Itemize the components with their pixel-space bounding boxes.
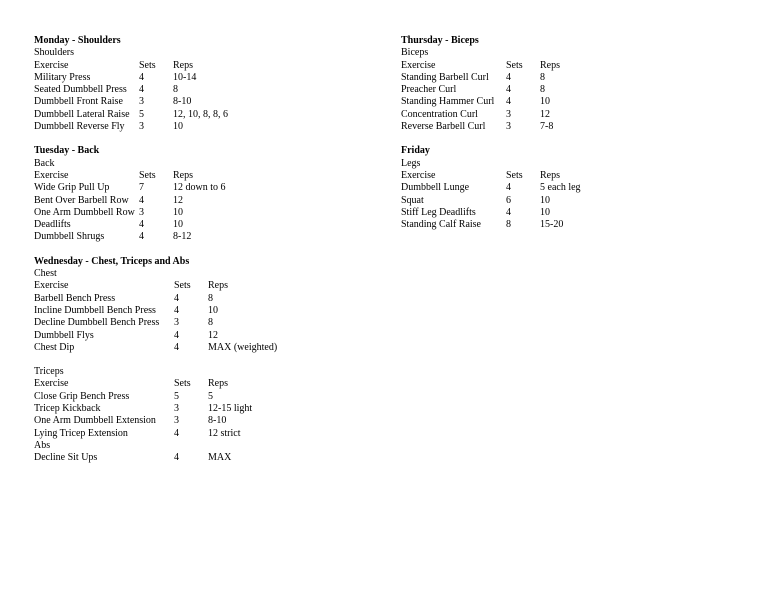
exercise-name: Stiff Leg Deadlifts xyxy=(401,206,476,218)
sets-value: 3 xyxy=(174,415,179,427)
exercise-name: One Arm Dumbbell Extension xyxy=(34,415,156,427)
exercise-name: Standing Barbell Curl xyxy=(401,71,489,83)
reps-value: 10 xyxy=(173,206,183,218)
exercise-name: Squat xyxy=(401,194,424,206)
sets-value: 3 xyxy=(506,121,511,133)
reps-value: 10 xyxy=(540,194,550,206)
exercise-header: Exercise xyxy=(401,169,436,181)
exercise-name: Dumbbell Shrugs xyxy=(34,231,105,243)
sets-value: 4 xyxy=(139,194,144,206)
exercise-row xyxy=(34,219,277,231)
header-row xyxy=(34,60,277,72)
sets-value: 3 xyxy=(139,206,144,218)
exercise-name: Dumbbell Lunge xyxy=(401,182,470,194)
reps-value: 12-15 light xyxy=(208,403,253,415)
exercise-name: Bent Over Barbell Row xyxy=(34,194,129,206)
exercise-row xyxy=(34,391,277,403)
sets-value: 3 xyxy=(174,403,179,415)
exercise-name: Tricep Kickback xyxy=(34,403,101,415)
exercise-name: Chest Dip xyxy=(34,341,75,353)
exercise-header: Exercise xyxy=(34,169,69,181)
header-row xyxy=(401,60,581,72)
sets-value: 4 xyxy=(174,341,179,353)
exercise-row xyxy=(401,109,581,121)
section-title: Monday - Shoulders xyxy=(34,35,121,46)
sets-value: 4 xyxy=(506,71,511,83)
exercise-name: Standing Calf Raise xyxy=(401,219,481,231)
exercise-header: Exercise xyxy=(401,59,436,71)
reps-header: Reps xyxy=(208,378,228,390)
exercise-row xyxy=(34,84,277,96)
exercise-row xyxy=(401,121,581,133)
reps-value: 12 down to 6 xyxy=(173,182,226,194)
sets-value: 5 xyxy=(139,108,144,120)
sets-value: 4 xyxy=(506,84,511,96)
sets-value: 4 xyxy=(174,427,179,439)
exercise-name: Lying Tricep Extension xyxy=(34,427,128,439)
exercise-row xyxy=(34,428,277,440)
exercise-name: Reverse Barbell Curl xyxy=(401,121,486,133)
sets-value: 5 xyxy=(174,390,179,402)
sets-value: 4 xyxy=(174,452,179,464)
exercise-name: Incline Dumbbell Bench Press xyxy=(34,304,156,316)
exercise-row xyxy=(34,305,277,317)
exercise-header: Exercise xyxy=(34,59,69,71)
reps-value: 10 xyxy=(173,121,183,133)
exercise-name: Concentration Curl xyxy=(401,108,478,120)
header-row xyxy=(34,170,277,182)
spacer xyxy=(34,354,277,366)
reps-value: MAX xyxy=(208,452,232,464)
reps-value: 10 xyxy=(540,96,550,108)
tuesday-section xyxy=(34,145,277,243)
exercise-name: Military Press xyxy=(34,71,91,83)
reps-value: 8 xyxy=(540,71,545,83)
reps-value: 8 xyxy=(208,292,213,304)
exercise-name: Preacher Curl xyxy=(401,84,457,96)
exercise-row xyxy=(34,317,277,329)
reps-value: 12 xyxy=(208,329,218,341)
sets-header: Sets xyxy=(139,59,156,71)
reps-value: 8-12 xyxy=(173,231,192,243)
exercise-row xyxy=(34,231,277,243)
section-title: Wednesday - Chest, Triceps and Abs xyxy=(34,255,190,267)
muscle-group: Biceps xyxy=(401,47,429,59)
exercise-row xyxy=(401,96,581,108)
exercise-row xyxy=(34,293,277,305)
exercise-row xyxy=(34,195,277,207)
sets-value: 4 xyxy=(139,219,144,231)
reps-value: 8-10 xyxy=(173,96,192,108)
exercise-row xyxy=(401,219,581,231)
reps-header: Reps xyxy=(173,169,193,181)
exercise-row xyxy=(34,415,277,427)
exercise-name: Seated Dumbbell Press xyxy=(34,84,127,96)
reps-value: 12, 10, 8, 8, 6 xyxy=(173,108,228,120)
exercise-row xyxy=(34,342,277,354)
reps-value: 12 xyxy=(540,108,550,120)
muscle-group: Legs xyxy=(401,157,421,169)
thursday-section xyxy=(401,35,581,133)
sets-value: 7 xyxy=(139,182,144,194)
right-column xyxy=(401,35,581,243)
reps-header: Reps xyxy=(540,59,560,71)
exercise-row xyxy=(401,207,581,219)
reps-value: 8 xyxy=(208,317,213,329)
exercise-row xyxy=(401,84,581,96)
muscle-group: Abs xyxy=(34,439,51,451)
reps-value: 10-14 xyxy=(173,71,197,83)
exercise-name: Barbell Bench Press xyxy=(34,292,116,304)
section-title: Friday xyxy=(401,145,430,157)
header-row xyxy=(401,170,581,182)
sets-value: 4 xyxy=(174,304,179,316)
exercise-row xyxy=(34,207,277,219)
exercise-name: Dumbbell Reverse Fly xyxy=(34,121,125,133)
reps-value: 8 xyxy=(540,84,545,96)
muscle-group: Shoulders xyxy=(34,47,74,59)
sets-header: Sets xyxy=(506,169,523,181)
muscle-group: Chest xyxy=(34,268,57,280)
sets-value: 4 xyxy=(139,84,144,96)
reps-value: 10 xyxy=(540,206,550,218)
exercise-name: Deadlifts xyxy=(34,219,71,231)
header-row xyxy=(34,378,277,390)
exercise-header: Exercise xyxy=(34,378,69,390)
reps-value: 15-20 xyxy=(540,219,564,231)
exercise-row xyxy=(34,403,277,415)
sets-value: 4 xyxy=(174,329,179,341)
exercise-name: Wide Grip Pull Up xyxy=(34,182,110,194)
sets-value: 4 xyxy=(506,182,511,194)
exercise-row xyxy=(34,109,277,121)
exercise-name: Dumbbell Lateral Raise xyxy=(34,108,130,120)
sets-header: Sets xyxy=(174,378,191,390)
reps-header: Reps xyxy=(173,59,193,71)
exercise-row xyxy=(34,182,277,194)
section-title: Thursday - Biceps xyxy=(401,35,479,46)
monday-section xyxy=(34,35,277,133)
exercise-row xyxy=(34,121,277,133)
reps-value: 12 xyxy=(173,194,183,206)
sets-value: 6 xyxy=(506,194,511,206)
exercise-name: Dumbbell Flys xyxy=(34,329,94,341)
sets-value: 8 xyxy=(506,219,511,231)
sets-value: 4 xyxy=(506,96,511,108)
reps-header: Reps xyxy=(208,280,228,292)
sets-header: Sets xyxy=(139,169,156,181)
exercise-name: Decline Dumbbell Bench Press xyxy=(34,317,160,329)
reps-value: 8 xyxy=(173,84,178,96)
left-column xyxy=(34,35,277,477)
sets-value: 4 xyxy=(174,292,179,304)
exercise-name: Decline Sit Ups xyxy=(34,452,98,464)
header-row xyxy=(34,280,277,292)
exercise-row xyxy=(34,452,277,464)
exercise-row xyxy=(34,96,277,108)
reps-value: 10 xyxy=(208,304,218,316)
sets-value: 3 xyxy=(174,317,179,329)
sets-header: Sets xyxy=(506,59,523,71)
exercise-name: Standing Hammer Curl xyxy=(401,96,495,108)
sets-value: 4 xyxy=(139,71,144,83)
sets-value: 4 xyxy=(506,206,511,218)
exercise-row xyxy=(401,195,581,207)
exercise-name: Dumbbell Front Raise xyxy=(34,96,123,108)
reps-value: 5 xyxy=(208,390,213,402)
reps-header: Reps xyxy=(540,169,560,181)
reps-value: 7-8 xyxy=(540,121,554,133)
friday-section xyxy=(401,145,581,231)
exercise-header: Exercise xyxy=(34,280,69,292)
sets-value: 3 xyxy=(139,121,144,133)
exercise-row xyxy=(34,72,277,84)
sets-value: 3 xyxy=(506,108,511,120)
reps-value: 10 xyxy=(173,219,183,231)
muscle-group: Back xyxy=(34,157,55,169)
section-title: Tuesday - Back xyxy=(34,145,100,157)
reps-value: MAX (weighted) xyxy=(208,341,278,353)
muscle-group: Triceps xyxy=(34,366,64,378)
exercise-row xyxy=(401,182,581,194)
sets-header: Sets xyxy=(174,280,191,292)
reps-value: 8-10 xyxy=(208,415,227,427)
exercise-name: One Arm Dumbbell Row xyxy=(34,206,135,218)
sets-value: 4 xyxy=(139,231,144,243)
reps-value: 5 each leg xyxy=(540,182,581,194)
exercise-name: Close Grip Bench Press xyxy=(34,390,130,402)
exercise-row xyxy=(401,72,581,84)
sets-value: 3 xyxy=(139,96,144,108)
wednesday-section xyxy=(34,256,277,465)
reps-value: 12 strict xyxy=(208,427,241,439)
exercise-row xyxy=(34,330,277,342)
